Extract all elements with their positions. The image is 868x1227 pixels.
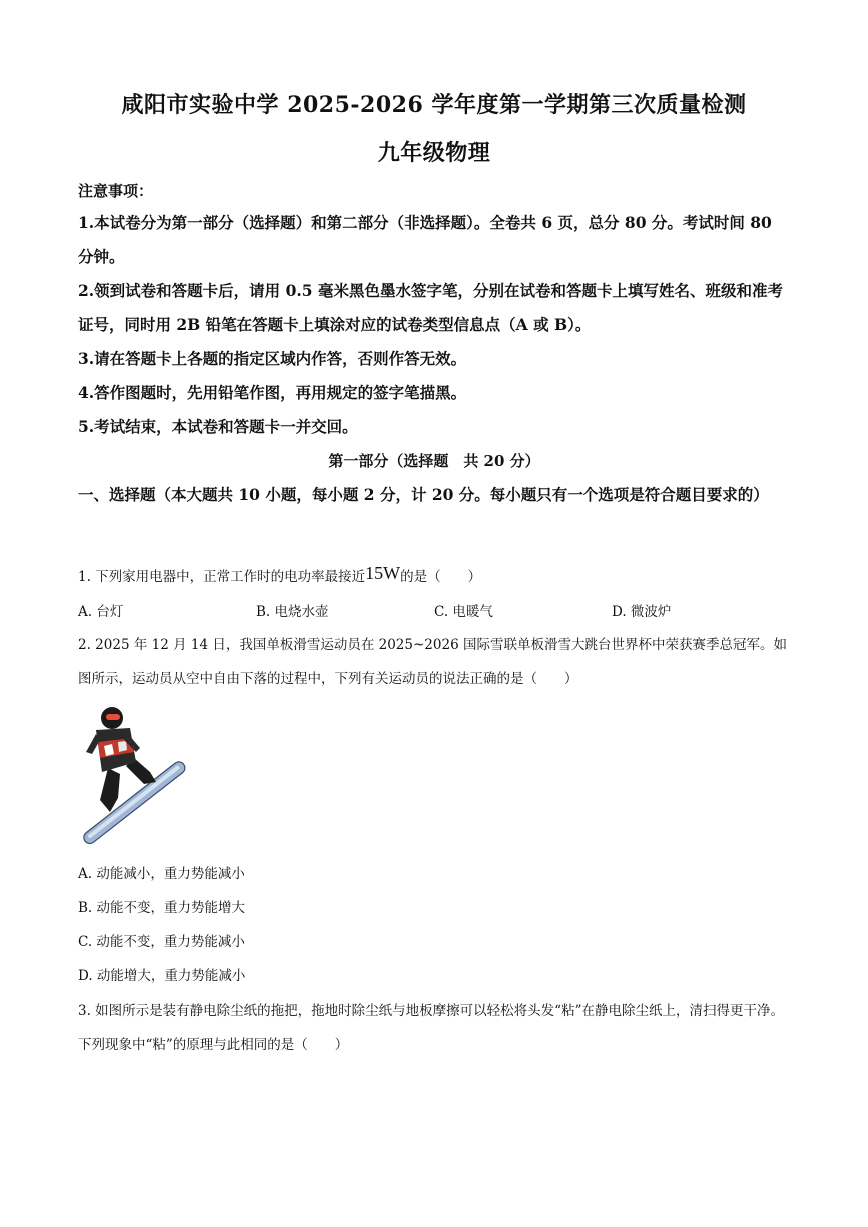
question-1-text: 1. 下列家用电器中，正常工作时的电功率最接近 (78, 569, 366, 585)
question-1-text-end: 的是（ ） (400, 569, 482, 585)
question-1-unit: 15W (365, 563, 401, 583)
q2-option-c: C. 动能不变，重力势能减小 (78, 934, 245, 950)
exam-subtitle: 九年级物理 (377, 140, 491, 166)
notice-heading: 注意事项： (78, 182, 154, 200)
part-title: 第一部分（选择题 共 20 分） (328, 452, 540, 470)
question-1-stem (78, 556, 790, 594)
snowboarder-figure (78, 700, 188, 845)
exam-title: 咸阳市实验中学 2025-2026 学年度第一学期第三次质量检测 (121, 92, 747, 118)
q2-option-b: B. 动能不变，重力势能增大 (78, 900, 246, 916)
q1-option-a: A. 台灯 (78, 604, 124, 620)
question-3-stem: 3. 如图所示是装有静电除尘纸的拖把，拖地时除尘纸与地板摩擦可以轻松将头发“粘”在静电除尘纸上，清扫得更干净。下列现象中“粘”的原理与此相同的是（ ） (78, 1003, 784, 1053)
q2-option-d: D. 动能增大，重力势能减小 (78, 968, 246, 984)
notice-item: 1.本试卷分为第一部分（选择题）和第二部分（非选择题）。全卷共 6 页，总分 80 分。考试时间 80 分钟。 (78, 213, 772, 266)
section-heading: 一、选择题（本大题共 10 小题，每小题 2 分，计 20 分。每小题只有一个选项是符合题目要求的） (78, 485, 769, 504)
q1-option-d: D. 微波炉 (612, 604, 672, 620)
q1-option-c: C. 电暖气 (434, 604, 493, 620)
notice-item: 5.考试结束，本试卷和答题卡一并交回。 (78, 417, 358, 436)
question-2-stem: 2. 2025 年 12 月 14 日，我国单板滑雪运动员在 2025~2026 国际雪联单板滑雪大跳台世界杯中荣获赛季总冠军。如图所示，运动员从空中自由下落的过程中，下列有关运动员的说法正确的是（ ） (78, 637, 787, 687)
q1-option-b: B. 电烧水壶 (256, 604, 329, 620)
notice-item: 2.领到试卷和答题卡后，请用 0.5 毫米黑色墨水签字笔，分别在试卷和答题卡上填写姓名、班级和准考证号，同时用 2B 铅笔在答题卡上填涂对应的试卷类型信息点（A 或 B）。 (78, 281, 783, 334)
q2-option-a: A. 动能减小，重力势能减小 (78, 866, 245, 882)
notice-item: 4.答作图题时，先用铅笔作图，再用规定的签字笔描黑。 (78, 383, 467, 402)
notice-item: 3.请在答题卡上各题的指定区域内作答，否则作答无效。 (78, 349, 467, 368)
